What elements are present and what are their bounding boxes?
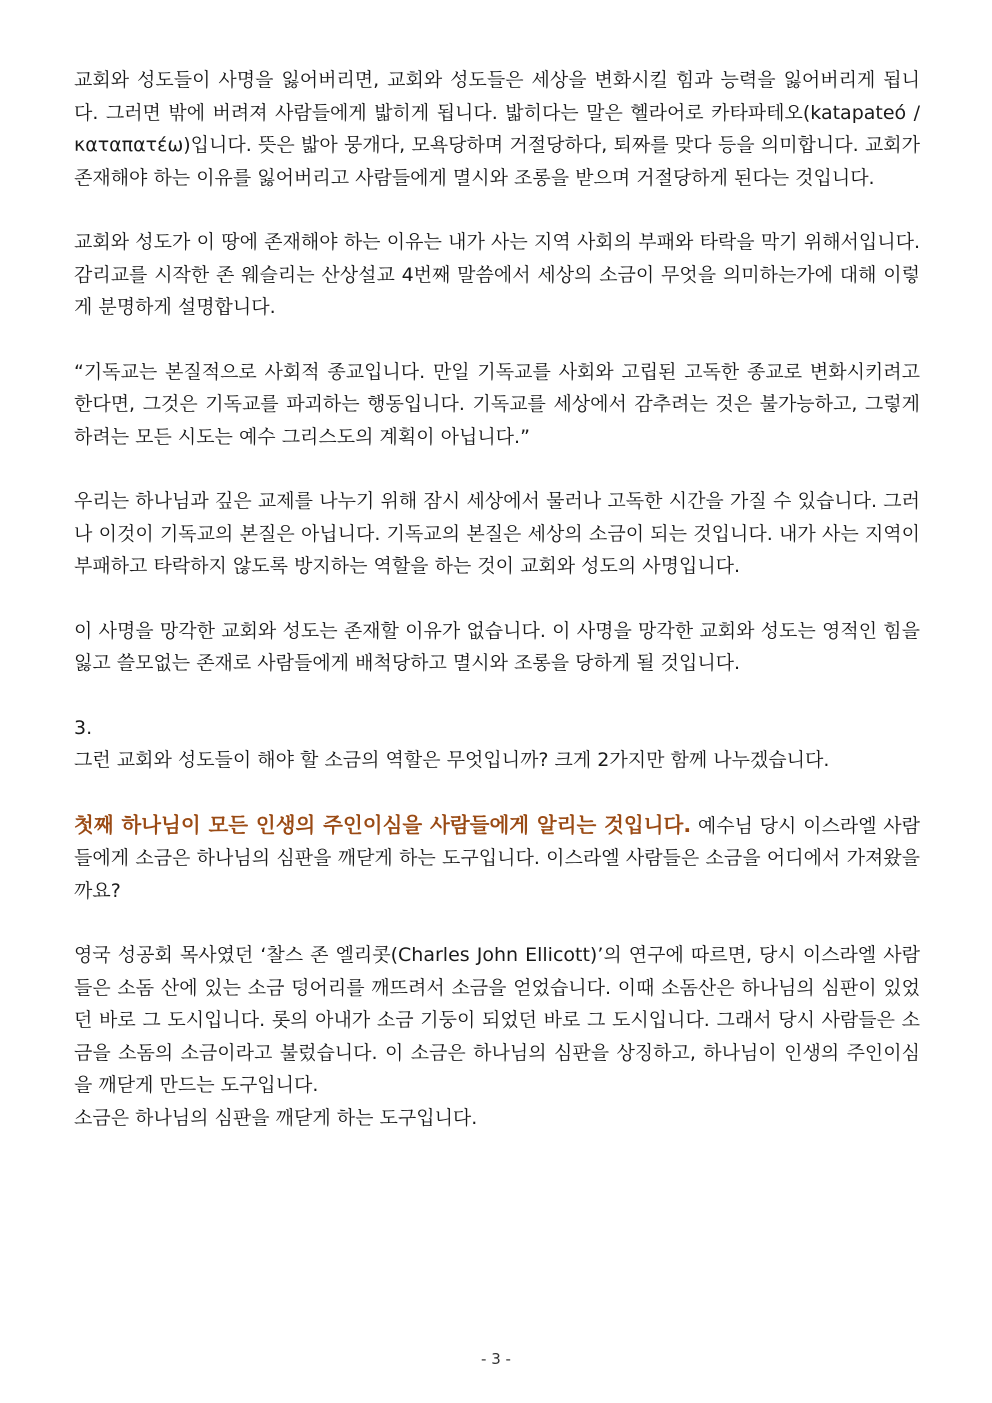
page-number: - 3 - <box>481 1350 511 1368</box>
paragraph-5: 이 사명을 망각한 교회와 성도는 존재할 이유가 없습니다. 이 사명을 망각한 교회와 성도는 영적인 힘을 잃고 쓸모없는 존재로 사람들에게 배척당하고 멸시와 조롱을 당하게 될 것입니다. <box>74 619 920 674</box>
first-point-heading: 첫째 하나님이 모든 인생의 주인이심을 사람들에게 알리는 것입니다. <box>74 812 692 837</box>
first-point-paragraph <box>74 809 920 908</box>
quote-paragraph: “기독교는 본질적으로 사회적 종교입니다. 만일 기독교를 사회와 고립된 고독한 종교로 변화시키려고 한다면, 그것은 기독교를 파괴하는 행동입니다. 기독교를 세상에서 감추려는 것은 불가능하고, 그렇게 하려는 모든 시도는 예수 그리스도의 계획이 아닙니다.” <box>74 360 920 448</box>
section-intro: 그런 교회와 성도들이 해야 할 소금의 역할은 무엇입니까? 크게 2가지만 함께 나누겠습니다. <box>74 749 830 771</box>
document-body <box>74 64 920 1134</box>
ellicott-paragraph: 영국 성공회 목사였던 ‘찰스 존 엘리콧(Charles John Ellicott)’의 연구에 따르면, 당시 이스라엘 사람들은 소돔 산에 있는 소금 덩어리를 깨뜨려서 소금을 얻었습니다. 이때 소돔산은 하나님의 심판이 있었던 바로 그 도시입니다. 롯의 아내가 소금 기둥이 되었던 바로 그 도시입니다. 그래서 당시 사람들은 소금을 소돔의 소금이라고 불렀습니다. 이 소금은 하나님의 심판을 상징하고, 하나님이 인생의 주인이심을 깨닫게 만드는 도구입니다. <box>74 944 920 1096</box>
section-number: 3. <box>74 716 93 739</box>
paragraph-2: 교회와 성도가 이 땅에 존재해야 하는 이유는 내가 사는 지역 사회의 부패와 타락을 막기 위해서입니다. 감리교를 시작한 존 웨슬리는 산상설교 4번째 말씀에서 세상의 소금이 무엇을 의미하는가에 대해 이렇게 분명하게 설명합니다. <box>74 231 920 318</box>
section-3 <box>74 712 920 777</box>
paragraph-1: 교회와 성도들이 사명을 잃어버리면, 교회와 성도들은 세상을 변화시킬 힘과 능력을 잃어버리게 됩니다. 그러면 밖에 버려져 사람들에게 밟히게 됩니다. 밟히다는 말은 헬라어로 카타파테오(katapateó / καταπατέω)입니다. 뜻은 밟아 뭉개다, 모욕당하며 거절당하다, 퇴짜를 맞다 등을 의미합니다. 교회가 존재해야 하는 이유를 잃어버리고 사람들에게 멸시와 조롱을 받으며 거절당하게 된다는 것입니다. <box>74 69 920 189</box>
paragraph-4: 우리는 하나님과 깊은 교제를 나누기 위해 잠시 세상에서 물러나 고독한 시간을 가질 수 있습니다. 그러나 이것이 기독교의 본질은 아닙니다. 기독교의 본질은 세상의 소금이 되는 것입니다. 내가 사는 지역이 부패하고 타락하지 않도록 방지하는 역할을 하는 것이 교회와 성도의 사명입니다. <box>74 490 920 577</box>
closing-line: 소금은 하나님의 심판을 깨닫게 하는 도구입니다. <box>74 1106 478 1129</box>
first-point-text: 예수님 당시 이스라엘 사람들에게 소금은 하나님의 심판을 깨닫게 하는 도구입니다. 이스라엘 사람들은 소금을 어디에서 가져왔을까요? <box>74 814 920 902</box>
